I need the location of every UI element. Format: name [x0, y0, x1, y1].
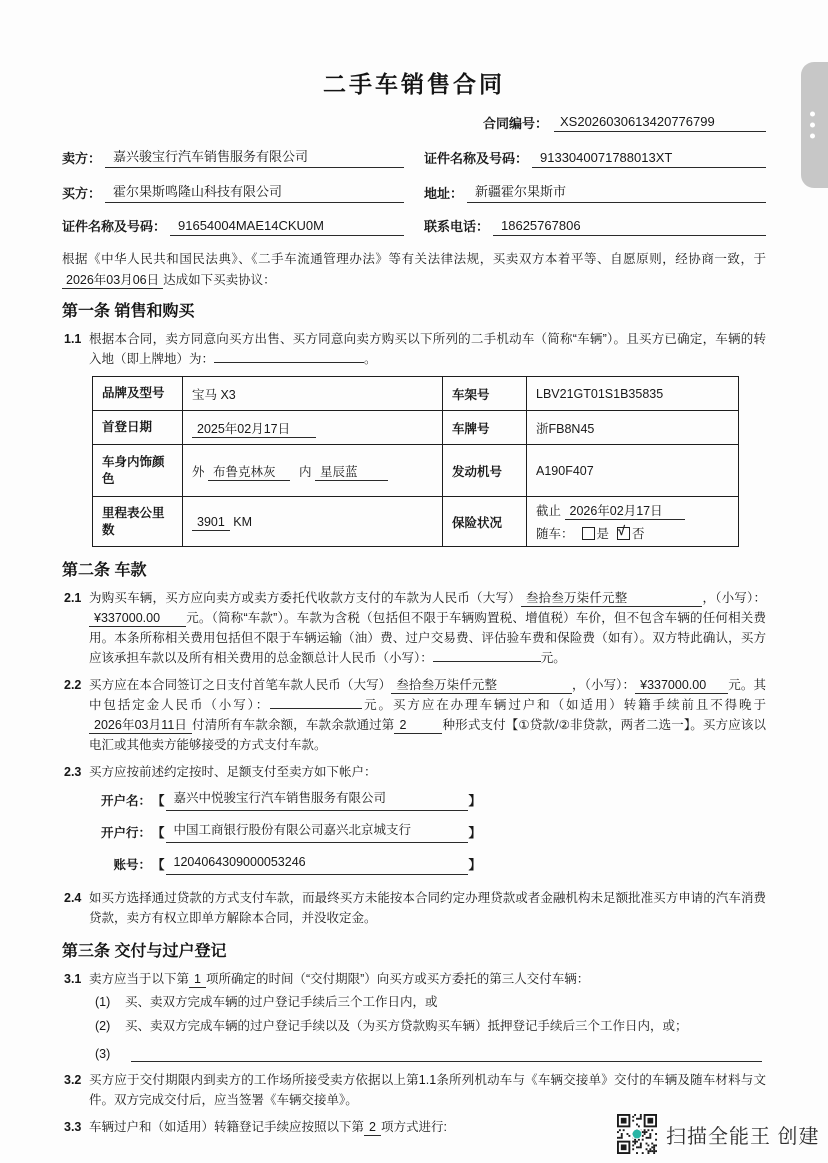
- account-name-value: 嘉兴中悦骏宝行汽车销售服务有限公司: [166, 788, 468, 811]
- bracket-open: 【: [152, 858, 165, 872]
- bracket-open: 【: [152, 794, 165, 808]
- buyer-cert-label: 证件名称及号码：: [62, 219, 167, 234]
- agreement-date-value: 2026年03月06日: [62, 273, 163, 289]
- insurance-until-line: [536, 501, 729, 519]
- buyer-value: 霍尔果斯鸣隆山科技有限公司: [105, 181, 404, 203]
- sub-item-2-number: (2): [95, 1019, 111, 1033]
- section-1-heading: 第一条 销售和购买: [62, 303, 195, 320]
- color-interior-label: 内: [299, 464, 312, 479]
- phone-value: 18625767806: [493, 218, 766, 236]
- clause-2-2-t5: 付清所有车款余额，车款余款通过第: [192, 718, 395, 732]
- payment-deadline-value: 2026年03月11日: [89, 718, 192, 734]
- buyer-address-value: 新疆霍尔果斯市: [467, 181, 766, 203]
- bank-label: 开户行：: [100, 826, 151, 840]
- clause-3-2-text: 买方应于交付期限内到卖方的工作场所接受卖方依据以上第1.1条所列机动车与《车辆交接单》交付的车辆及随车材料与文件。双方完成交付后，应当签署《车辆交接单》。: [89, 1073, 766, 1107]
- bracket-open: 【: [152, 826, 165, 840]
- clause-3-3-t2: 项方式进行:: [380, 1120, 447, 1134]
- clause-1-1-suffix: 。: [364, 352, 377, 366]
- contract-number-row: [62, 113, 766, 132]
- bracket-close: 】: [468, 826, 482, 840]
- clause-3-2-number: 3.2: [64, 1073, 82, 1087]
- preamble-paragraph: [62, 249, 766, 291]
- checkbox-yes-unchecked[interactable]: [582, 527, 595, 540]
- contract-no-label: 合同编号：: [482, 116, 548, 131]
- sub-item-1: [95, 992, 766, 1012]
- clause-2-1: [62, 588, 766, 668]
- seller-value: 嘉兴骏宝行汽车销售服务有限公司: [105, 146, 404, 168]
- clause-1-1-text: [89, 329, 766, 369]
- clause-1-1-number: 1.1: [64, 332, 82, 346]
- account-no-value: 1204064309000053246: [166, 852, 468, 875]
- account-no-line: [89, 852, 766, 875]
- seller-cert-value: 9133040071788013XT: [532, 150, 766, 168]
- table-row: [93, 497, 739, 547]
- first-registration-label: 首登日期: [93, 411, 183, 445]
- clause-1-1-body: 根据本合同，卖方同意向买方出售、买方同意向卖方购买以下所列的二手机动车（简称“车辆”）。且买方已确定，车辆的转入地（即上牌地）为：: [89, 332, 766, 366]
- clause-2-2-t2: ，（小写）：: [572, 678, 636, 692]
- color-exterior-label: 外: [192, 464, 205, 479]
- clause-3-3-number: 3.3: [64, 1120, 82, 1134]
- plate-no-value: 浙FB8N45: [527, 411, 739, 445]
- table-row: [93, 377, 739, 411]
- body-color-value: [183, 445, 443, 497]
- insurance-value: [527, 497, 739, 547]
- transfer-location-blank: [214, 349, 364, 363]
- party-row-1: [62, 146, 766, 168]
- transfer-option-value: 2: [364, 1120, 381, 1136]
- clause-2-1-t2: ，（小写）：: [702, 591, 766, 605]
- seller-cert-field: [424, 146, 766, 168]
- section-3-heading: 第三条 交付与过户登记: [62, 943, 227, 960]
- checkbox-no-checked[interactable]: [617, 523, 630, 540]
- party-row-2: [62, 181, 766, 203]
- yes-label: 是: [596, 527, 610, 541]
- clause-2-2-t1: 买方应在本合同签订之日支付首笔车款人民币（大写）: [89, 678, 392, 692]
- seller-field: [62, 146, 404, 168]
- insurance-until-date: 2026年02月17日: [565, 504, 685, 520]
- clause-3-1-number: 3.1: [64, 972, 82, 986]
- no-label: 否: [632, 527, 645, 541]
- clause-2-4: [62, 888, 766, 928]
- clause-3-1-t1: 卖方应当于以下第: [89, 972, 190, 986]
- clause-2-2-t4: 元。买方应在办理车辆过户和（如适用）转籍手续前且不得晚于: [362, 698, 766, 712]
- buyer-field: [62, 181, 404, 203]
- more-dots-icon: [810, 112, 815, 139]
- buyer-label: 买方：: [62, 186, 102, 201]
- body-color-label: 车身内饰颜色: [93, 445, 183, 497]
- preamble-text-2: 达成如下买卖协议：: [163, 273, 276, 287]
- clause-2-4-text: 如买方选择通过贷款的方式支付车款，而最终买方未能按本合同约定办理贷款或者金融机构未足额批准买方申请的汽车消费贷款，卖方有权立即单方解除本合同，并没收定金。: [89, 891, 766, 925]
- account-no-label: 账号：: [113, 858, 151, 872]
- brand-model-label: 品牌及型号: [93, 377, 183, 411]
- clause-2-1-t4: 元。: [540, 651, 566, 665]
- qr-code-icon: [617, 1114, 657, 1154]
- sub-item-2-text: 买、卖双方完成车辆的过户登记手续以及（为买方贷款购买车辆）抵押登记手续后三个工作日内，或；: [125, 1019, 688, 1033]
- clause-2-4-number: 2.4: [64, 891, 82, 905]
- sub-item-3-number: (3): [95, 1047, 111, 1061]
- amount-words-value: 叁拾叁万柒仟元整: [521, 591, 703, 607]
- clause-2-2-text: [89, 675, 766, 755]
- watermark-text: 扫描全能王 创建: [666, 1125, 820, 1148]
- vin-label: 车架号: [443, 377, 527, 411]
- sub-item-1-number: (1): [95, 995, 111, 1009]
- contract-no-value: XS2026030613420776799: [554, 114, 766, 132]
- delivery-option-value: 1: [189, 972, 206, 988]
- buyer-address-field: [424, 181, 766, 203]
- clause-2-2-t3: 元。其中包括定金人民币（小写）：: [89, 678, 766, 712]
- insurance-until-label: 截止: [536, 504, 562, 518]
- clause-2-1-t3: 元。（简称“车款”）。车款为含税（包括但不限于车辆购置税、增值税）车价，但不包含车辆的任何相关费用。本条所称相关费用包括但不限于车辆运输（油）费、过户交易费、评估验车费和保险费（如有）。双方特此确认，买方应该承担车款以及所有相关费用的总金额总计人民币（小写）：: [89, 611, 766, 665]
- sub-item-2: [95, 1016, 766, 1036]
- floating-menu-handle[interactable]: [801, 62, 828, 188]
- buyer-address-label: 地址：: [424, 186, 464, 201]
- clause-3-1-t2: 项所确定的时间（“交付期限”）向买方或买方委托的第三人交付车辆：: [205, 972, 590, 986]
- clause-2-2-number: 2.2: [64, 678, 82, 692]
- with-car-line: [536, 524, 729, 542]
- table-row: [93, 411, 739, 445]
- mileage-unit: KM: [233, 514, 253, 529]
- table-row: [93, 445, 739, 497]
- buyer-cert-value: 91654004MAE14CKU0M: [170, 218, 404, 236]
- bracket-close: 】: [468, 794, 482, 808]
- clause-1-1: [62, 329, 766, 369]
- clause-2-3-intro: 买方应按前述约定按时、足额支付至卖方如下帐户：: [89, 765, 377, 779]
- vehicle-info-table: [92, 376, 739, 547]
- clause-3-3-t1: 车辆过户和（如适用）转籍登记手续应按照以下第: [89, 1120, 365, 1134]
- plate-no-label: 车牌号: [443, 411, 527, 445]
- brand-model-value: 宝马 X3: [183, 377, 443, 411]
- buyer-cert-field: [62, 216, 404, 236]
- total-amount-blank: [433, 648, 541, 662]
- sub-item-1-text: 买、卖双方完成车辆的过户登记手续后三个工作日内，或: [125, 995, 438, 1009]
- seller-cert-label: 证件名称及号码：: [424, 151, 529, 166]
- mileage-number: 3901: [192, 515, 230, 531]
- seller-label: 卖方：: [62, 151, 102, 166]
- clause-2-1-t1: 为购买车辆，买方应向卖方或卖方委托代收款方支付的车款为人民币（大写）: [89, 591, 521, 605]
- check-icon: √: [618, 523, 626, 538]
- clause-2-2: [62, 675, 766, 755]
- payment-form-value: 2: [394, 718, 442, 734]
- engine-no-label: 发动机号: [443, 445, 527, 497]
- clause-3-1: [62, 969, 766, 1068]
- section-2-heading: 第二条 车款: [62, 562, 147, 579]
- color-exterior-value: 布鲁克林灰: [208, 465, 290, 481]
- account-name-line: [89, 788, 766, 811]
- phone-field: [424, 216, 766, 236]
- bank-value: 中国工商银行股份有限公司嘉兴北京城支行: [166, 820, 468, 843]
- phone-label: 联系电话：: [424, 219, 490, 234]
- engine-no-value: A190F407: [527, 445, 739, 497]
- vin-value: LBV21GT01S1B35835: [527, 377, 739, 411]
- color-interior-value: 星辰蓝: [315, 465, 388, 481]
- bracket-close: 】: [468, 858, 482, 872]
- sub-item-3: [95, 1044, 766, 1064]
- deposit-blank: [270, 695, 362, 709]
- scanner-watermark: [617, 1114, 820, 1154]
- first-payment-figures-value: ¥337000.00: [635, 678, 728, 694]
- amount-figures-value: ¥337000.00: [89, 611, 186, 627]
- mileage-label: 里程表公里数: [93, 497, 183, 547]
- insurance-label: 保险状况: [443, 497, 527, 547]
- clause-2-2-t6: 种形式支付【①贷款/②非贷款，两者二选一】。买方应该以电汇或其他卖方能够接受的方式支付车款。: [89, 718, 766, 752]
- preamble-text-1: 根据《中华人民共和国民法典》、《二手车流通管理办法》等有关法律法规，买卖双方本着平等、自愿原则，经协商一致，于: [62, 252, 766, 266]
- clause-2-3-number: 2.3: [64, 765, 82, 779]
- bank-line: [89, 820, 766, 843]
- with-car-label: 随车：: [536, 527, 574, 541]
- first-payment-words-value: 叁拾叁万柒仟元整: [391, 678, 572, 694]
- document-title: 二手车销售合同: [323, 71, 505, 97]
- sub-item-3-blank-line: [131, 1044, 762, 1062]
- clause-2-3-text: [89, 762, 766, 884]
- clause-2-1-number: 2.1: [64, 591, 82, 605]
- account-name-label: 开户名：: [100, 794, 151, 808]
- clause-3-2: [62, 1070, 766, 1110]
- party-row-3: [62, 216, 766, 236]
- clause-3-1-text: [89, 969, 766, 1068]
- first-registration-date: 2025年02月17日: [192, 422, 316, 438]
- clause-2-1-text: [89, 588, 766, 668]
- mileage-value: [183, 497, 443, 547]
- first-registration-value: [183, 411, 443, 445]
- clause-2-3: [62, 762, 766, 884]
